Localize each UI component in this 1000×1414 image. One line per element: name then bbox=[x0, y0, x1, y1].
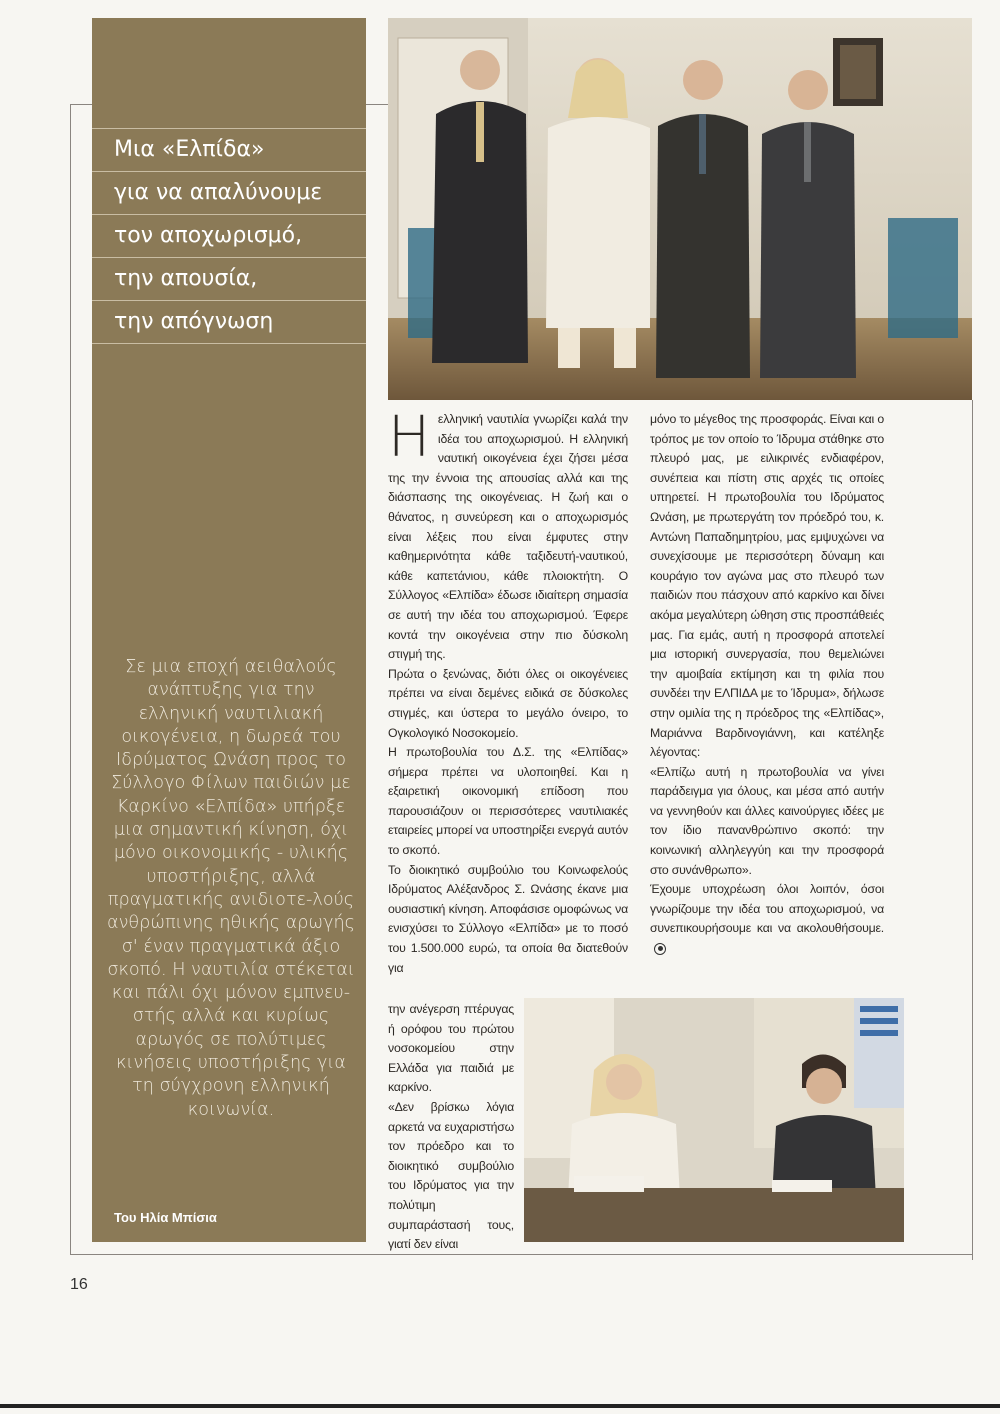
frame-line-top-left bbox=[70, 104, 92, 105]
frame-line-left bbox=[70, 104, 71, 1254]
paragraph: Το διοικητικό συμβούλιο του Κοινωφελούς Ιδρύματος Αλέξανδρος Σ. Ωνάσης έκανε μια ουσιαστική κίνηση. Αποφάσισε ομοφώνως να ενισχύσει το Σύλλογο «Ελπίδα» με το ποσό του 1.500.000 ευρώ, τα οποία θα διατεθούν για bbox=[388, 862, 628, 975]
page-number: 16 bbox=[70, 1276, 88, 1293]
frame-line-right bbox=[972, 400, 973, 1260]
byline: Του Ηλία Μπίσια bbox=[114, 1210, 217, 1225]
article-column-left bbox=[388, 405, 628, 978]
article-column-right bbox=[650, 410, 884, 959]
pull-quote: Σε μια εποχή αειθαλούς ανάπτυξης για την ελληνική ναυτιλιακή οικογένεια, η δωρεά του Ιδρύματος Ωνάση προς το Σύλλογο Φίλων παιδιών με Καρκίνο «Ελπίδα» υπήρξε μια σημαντική κίνηση, όχι μόνο οικονομικής - υλικής υποστήριξης, αλλά πραγματικής ανιδιοτε-λούς ανθρώπινης ηθικής αρωγής σ' έναν πραγματικά άξιο σκοπό. Η ναυτιλία στέκεται και πάλι όχι μόνον εμπνευ-στής αλλά και κυρίως αρωγός σε πολύτιμες κινήσεις υποστήριξης για τη σύγχρονη ελληνική κοινωνία. bbox=[106, 657, 356, 1120]
article-column-narrow bbox=[388, 1000, 514, 1255]
title-line: την απόγνωση bbox=[92, 301, 366, 344]
second-photo-illustration bbox=[524, 998, 904, 1242]
frame-line-bottom bbox=[70, 1254, 973, 1255]
paragraph bbox=[650, 880, 884, 958]
bottom-rule bbox=[0, 1404, 1000, 1408]
paragraph-text: Έχουμε υποχρέωση όλοι λοιπόν, όσοι γνωρίζουμε την ιδέα του αποχωρισμού, να συνεπικουρήσουμε και να ακολουθήσουμε. bbox=[650, 882, 884, 936]
paragraph: Πρώτα ο ξενώνας, διότι όλες οι οικογένειες πρέπει να είναι δεμένες ειδικά σε δύσκολες στιγμές, και ύστερα το μεγάλο όνειρο, το Ογκολογικό Νοσοκομείο. bbox=[388, 666, 628, 740]
second-photo bbox=[524, 998, 904, 1242]
paragraph: «Δεν βρίσκω λόγια αρκετά να ευχαριστήσω τον πρόεδρο και το διοικητικό συμβούλιο του Ιδρύματος για την πολύτιμη συμπαράστασή τους, γιατί δεν είναι bbox=[388, 1099, 514, 1252]
paragraph: Η πρωτοβουλία του Δ.Σ. της «Ελπίδας» σήμερα πρέπει να υλοποιηθεί. Και η εξαιρετική οικονομική επίδοση που παρουσιάζουν οι περισσότερες ναυτιλιακές εταιρείες μπορεί να υποστηρίξει ενεργά αυτόν το σκοπό. bbox=[388, 745, 628, 858]
title-line: Μια «Ελπίδα» bbox=[92, 128, 366, 172]
end-of-article-icon bbox=[654, 943, 666, 955]
frame-line-top-right bbox=[366, 104, 388, 105]
title-line: την απουσία, bbox=[92, 258, 366, 301]
paragraph: ελληνική ναυτιλία γνωρίζει καλά την ιδέα του αποχωρισμού. Η ελληνική ναυτική οικογένεια έχει ζήσει μέσα της την έννοια της απουσίας αλλά και της διάσπασης της οικογένειας. Η ζωή και ο θάνατος, η συνεύρεση και ο αποχωρισμός είναι λέξεις που είναι έμφυτες στην καθημερινότητα κάθε ταξιδευτή-ναυτικού, κάθε καπετάνιου, κάθε πλοιοκτήτη. Ο Σύλλογος «Ελπίδα» έδωσε ιδιαίτερη σημασία σε αυτή την ιδέα του αποχωρισμού. Έφερε κοντά την οικογένεια στην πιο δύσκολη στιγμή της. bbox=[388, 412, 628, 662]
paragraph: «Ελπίζω αυτή η πρωτοβουλία να γίνει παράδειγμα για όλους, και μέσα από αυτήν να γεννηθούν και άλλες καινούργιες ιδέες με τον ίδιο πανανθρώπινο σκοπό: την κοινωνική αλληλεγγύη και την προσφορά στο συνάνθρωπο». bbox=[650, 764, 884, 877]
main-photo-illustration bbox=[388, 18, 972, 400]
paragraph: μόνο το μέγεθος της προσφοράς. Είναι και ο τρόπος με τον οποίο το Ίδρυμα στάθηκε στο πλευρό μας, με ειλικρινές ενδιαφέρον, συνέπεια και πίστη στις αρχές τις οποίες υπηρετεί. Η πρωτοβουλία του Ιδρύματος Ωνάση, με πρωτεργάτη τον πρόεδρό του, κ. Αντώνη Παπαδημητρίου, μας εμψυχώνει να συνεχίσουμε με περισσότερη δύναμη και κουράγιο τον αγώνα μας στο πλευρό των παιδιών που πάσχουν από καρκίνο και δίνει ακόμα μεγαλύτερη ώθηση στις προσπάθειές μας. Για εμάς, αυτή η προσφορά αποτελεί μια ιστορική συνεργασία, που θεμελιώνει την αμοιβαία εκτίμηση και τη φιλία που συνδέει την ΕΛΠΙΔΑ με το Ίδρυμα», δήλωσε στην ομιλία της η πρόεδρος της «Ελπίδας», Μαριάννα Βαρδινογιάννη, και κατέληξε λέγοντας: bbox=[650, 412, 884, 760]
title-line: τον αποχωρισμό, bbox=[92, 215, 366, 258]
drop-cap: Η bbox=[388, 405, 430, 470]
title-line: για να απαλύνουμε bbox=[92, 172, 366, 215]
paragraph: την ανέγερση πτέρυγας ή ορόφου του πρώτου νοσοκομείου στην Ελλάδα για παιδιά με καρκίνο. bbox=[388, 1002, 514, 1095]
main-photo bbox=[388, 18, 972, 400]
article-title bbox=[92, 128, 366, 344]
